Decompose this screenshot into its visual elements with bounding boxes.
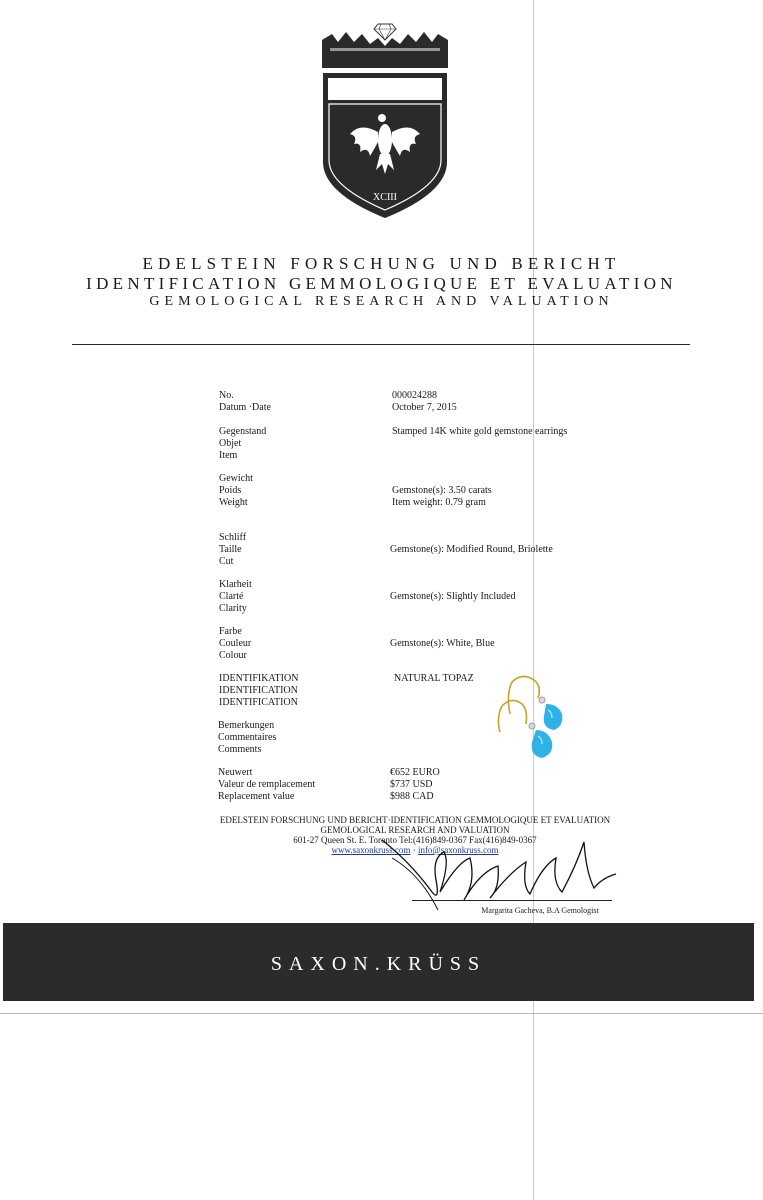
comments-label-fr: Commentaires [218,732,277,743]
cut-label-en: Cut [219,556,234,567]
no-value: 000024288 [392,390,437,401]
clarity-label-en: Clarity [219,603,247,614]
ident-label-en: IDENTIFICATION [219,697,298,708]
title-english: GEMOLOGICAL RESEARCH AND VALUATION [149,294,614,309]
email-link[interactable]: info@saxonkruss.com [417,845,499,855]
item-label-fr: Objet [219,438,242,449]
ident-value: NATURAL TOPAZ [394,673,474,684]
website-link[interactable]: www.saxonkruss.com [331,845,411,855]
item-label-de: Gegenstand [219,426,267,437]
ident-label-de: IDENTIFIKATION [219,673,299,684]
value-label-fr: Valeur de remplacement [218,779,316,790]
colour-label-fr: Couleur [219,638,252,649]
comments-label-en: Comments [218,744,262,755]
diamond-icon [374,24,396,40]
cut-label-fr: Taille [219,544,242,555]
value-euro: €652 EURO [390,767,440,778]
footer-address: 601-27 Queen St. E. Toronto Tel:(416)849-0367 Fax(416)849-0367 [293,835,537,845]
date-label: Datum ·Date [219,402,271,413]
crown-icon [322,32,448,68]
page-bottom-edge [0,1013,763,1014]
no-label: No. [219,390,234,401]
brand-name: SAXON.KRÜSS [270,953,487,975]
crest-logo [310,12,460,227]
clarity-value: Gemstone(s): Slightly Included [390,591,516,602]
clarity-label-de: Klarheit [219,579,252,590]
date-value: October 7, 2015 [392,402,457,413]
comments-label-de: Bemerkungen [218,720,275,731]
value-cad: $988 CAD [390,791,434,802]
weight-label-en: Weight [219,497,248,508]
crest-numeral: XCIII [373,192,397,203]
item-value: Stamped 14K white gold gemstone earrings [392,426,568,437]
item-label-en: Item [219,450,238,461]
clarity-label-fr: Clarté [219,591,244,602]
fold-line [533,0,534,1200]
gemstone-weight-value: Gemstone(s): 3.50 carats [392,485,492,496]
footer-line-1: EDELSTEIN FORSCHUNG UND BERICHT·IDENTIFICATION GEMMOLOGIQUE ET EVALUATION [219,815,611,825]
colour-value: Gemstone(s): White, Blue [390,638,495,649]
colour-label-de: Farbe [219,626,242,637]
brand-bar [3,923,754,1001]
ident-label-fr: IDENTIFICATION [219,685,298,696]
header-rule [72,344,690,345]
weight-label-de: Gewicht [219,473,253,484]
value-label-en: Replacement value [218,791,295,802]
signature-image [380,822,640,912]
footer-separator: · [410,845,418,855]
colour-label-en: Colour [219,650,247,661]
value-label-de: Neuwert [218,767,253,778]
earrings-photo [492,674,592,784]
value-usd: $737 USD [390,779,433,790]
title-french: IDENTIFICATION GEMMOLOGIQUE ET EVALUATION [86,274,677,293]
footer-line-2: GEMOLOGICAL RESEARCH AND VALUATION [320,825,510,835]
title-german: EDELSTEIN FORSCHUNG UND BERICHT [142,254,621,273]
item-weight-value: Item weight: 0.79 gram [392,497,486,508]
cut-label-de: Schliff [219,532,247,543]
cut-value: Gemstone(s): Modified Round, Briolette [390,544,553,555]
signature-line [412,900,612,901]
weight-label-fr: Poids [219,485,242,496]
gemologist-name: Margarita Gacheva, B.A Gemologist [481,906,599,915]
